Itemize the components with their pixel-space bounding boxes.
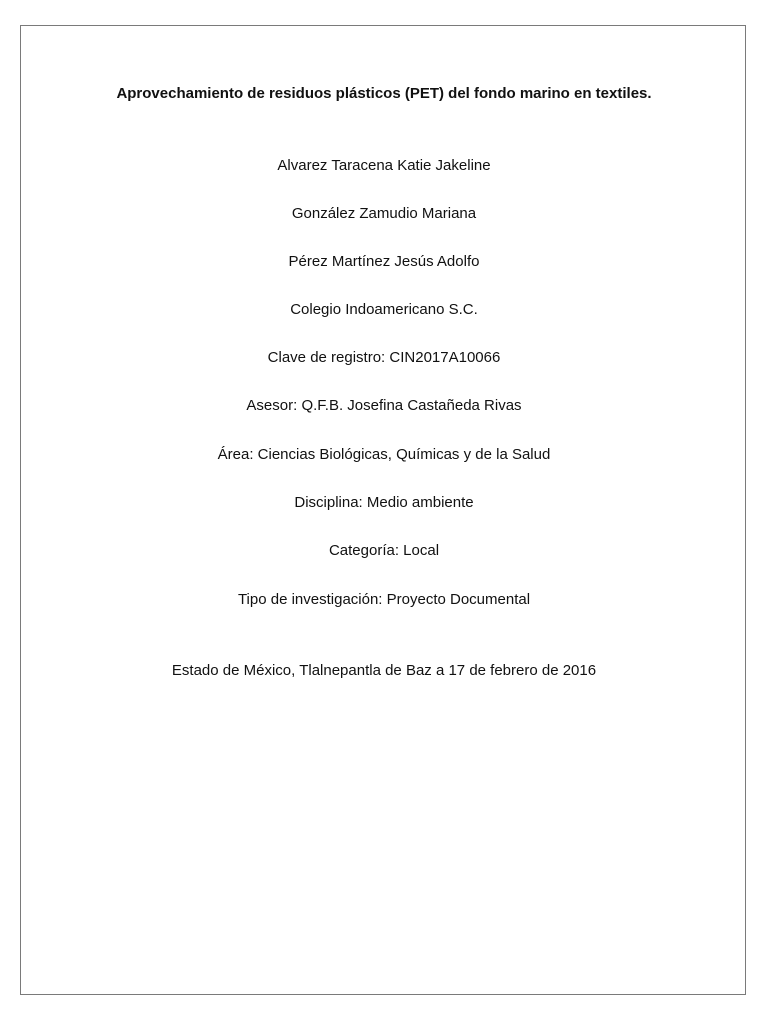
- place-and-date: Estado de México, Tlalnepantla de Baz a 17 de febrero de 2016: [171, 662, 597, 679]
- category: Categoría: Local: [328, 542, 440, 559]
- school-name: Colegio Indoamericano S.C.: [290, 301, 478, 318]
- area: Área: Ciencias Biológicas, Químicas y de la Salud: [217, 446, 551, 463]
- author-1: Alvarez Taracena Katie Jakeline: [277, 157, 491, 174]
- discipline: Disciplina: Medio ambiente: [294, 494, 474, 511]
- research-type: Tipo de investigación: Proyecto Documental: [237, 591, 531, 608]
- registration-key: Clave de registro: CIN2017A10066: [267, 349, 501, 366]
- advisor: Asesor: Q.F.B. Josefina Castañeda Rivas: [246, 397, 522, 414]
- author-2: González Zamudio Mariana: [291, 205, 477, 222]
- author-3: Pérez Martínez Jesús Adolfo: [288, 253, 480, 270]
- document-title: Aprovechamiento de residuos plásticos (PET) del fondo marino en textiles.: [116, 85, 652, 102]
